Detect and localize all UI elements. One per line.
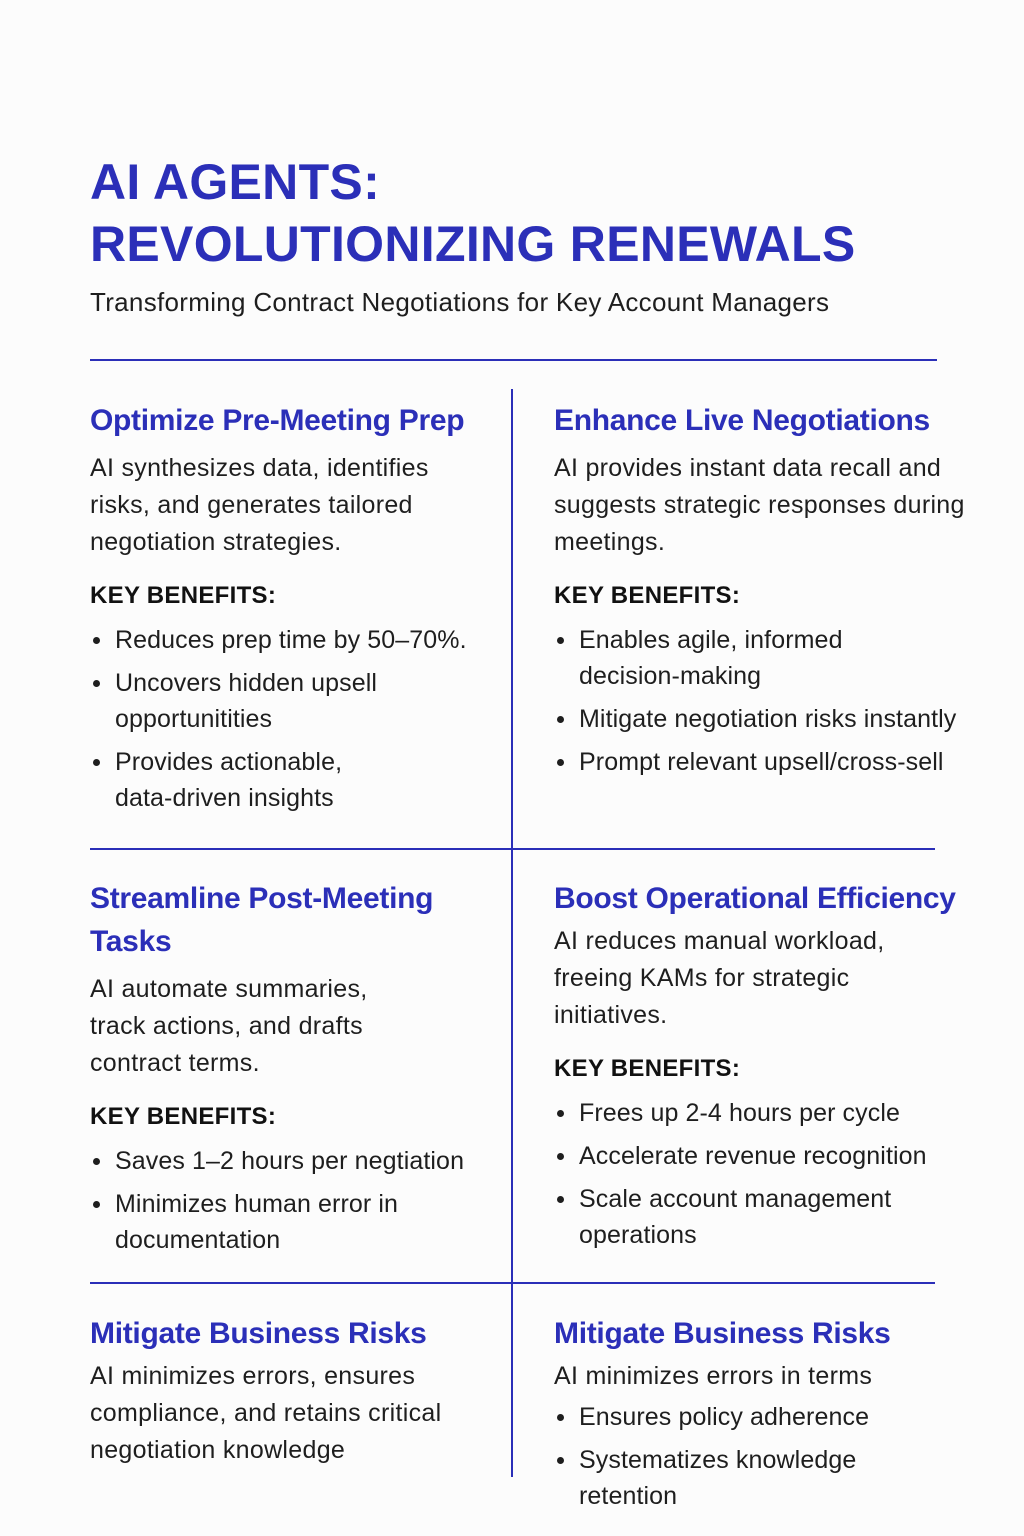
section-pre-meeting-prep [90,399,530,823]
page-title-line-1: AI AGENTS: [90,154,381,210]
section-heading: Streamline Post-Meeting Tasks [90,882,434,958]
section-heading: Optimize Pre-Meeting Prep [90,404,465,437]
page-title-line-2: REVOLUTIONIZING RENEWALS [90,216,856,272]
section-post-meeting-tasks [90,877,530,1265]
list-item: Frees up 2-4 hours per cycle [554,1095,994,1131]
section-business-risks-left [90,1312,530,1469]
list-item: Mitigate negotiation risks instantly [554,701,994,737]
benefits-list [554,1399,994,1514]
list-item: Minimizes human error in documentation [90,1186,450,1258]
section-business-risks-right [554,1312,994,1521]
header-divider [90,359,937,361]
key-benefits-label: KEY BENEFITS: [90,1103,277,1130]
list-item: Enables agile, informed decision-making [554,622,884,694]
benefits-list [554,1095,994,1253]
list-item: Prompt relevant upsell/cross-sell [554,744,994,780]
section-heading: Boost Operational Efficiency [554,882,956,915]
benefits-list [90,1143,530,1258]
section-description: AI provides instant data recall and suggests strategic responses during meetings. [554,454,965,556]
key-benefits-label: KEY BENEFITS: [90,582,277,609]
list-item: Saves 1–2 hours per negtiation [90,1143,530,1179]
benefits-list [554,622,994,780]
key-benefits-label: KEY BENEFITS: [554,582,741,609]
list-item: Accelerate revenue recognition [554,1138,994,1174]
row-divider-1 [90,848,935,850]
list-item: Reduces prep time by 50–70%. [90,622,530,658]
section-description: AI synthesizes data, identifies risks, and generates tailored negotiation strategies. [90,454,429,556]
section-heading: Mitigate Business Risks [90,1317,427,1350]
row-divider-2 [90,1282,935,1284]
list-item: Scale account management operations [554,1181,924,1253]
section-operational-efficiency [554,877,994,1260]
section-description: AI reduces manual workload, freeing KAMs for strategic initiatives. [554,927,885,1029]
section-description: AI minimizes errors, ensures compliance, and retains critical negotiation knowledge [90,1362,442,1464]
section-description: AI minimizes errors in terms [554,1362,873,1390]
section-heading: Mitigate Business Risks [554,1317,891,1350]
section-heading: Enhance Live Negotiations [554,404,930,437]
section-live-negotiations [554,399,994,787]
list-item: Ensures policy adherence [554,1399,994,1435]
page-subtitle: Transforming Contract Negotiations for Key Account Managers [90,287,830,317]
key-benefits-label: KEY BENEFITS: [554,1055,741,1082]
list-item: Systematizes knowledge retention [554,1442,884,1514]
list-item: Uncovers hidden upsell opportunitities [90,665,390,737]
list-item: Provides actionable, data-driven insights [90,744,390,816]
benefits-list [90,622,530,816]
section-description: AI automate summaries, track actions, and drafts contract terms. [90,975,368,1077]
